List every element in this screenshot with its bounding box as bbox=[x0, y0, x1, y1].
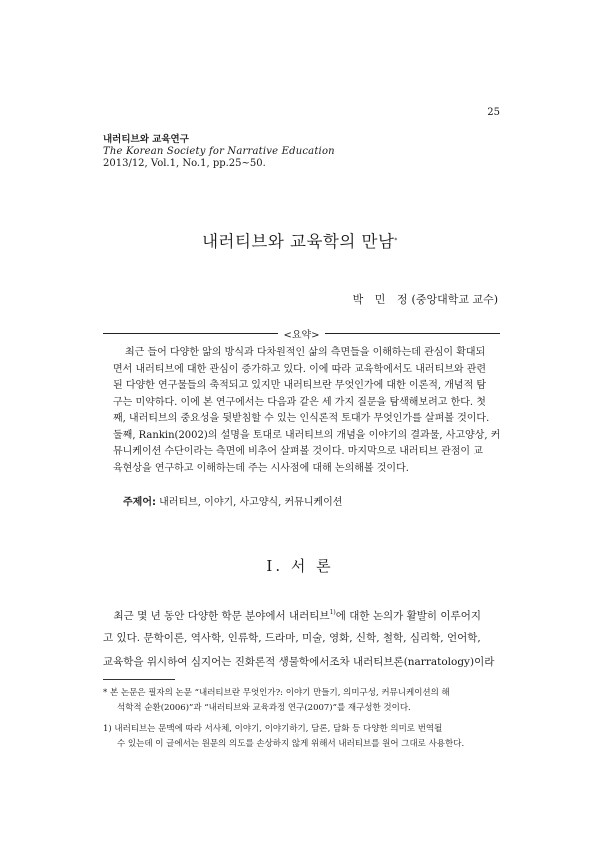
body-line-1-start: 최근 몇 년 동안 다양한 학문 분야에서 내러티브 bbox=[113, 610, 330, 622]
section-heading: Ⅰ. 서 론 bbox=[266, 557, 334, 575]
abstract-line: 구는 미약하다. 이에 본 연구에서는 다음과 같은 세 가지 질문을 탐색해보려고 한다. 첫 bbox=[113, 396, 486, 408]
author-name: 박 민 정 bbox=[352, 293, 412, 306]
footnotes bbox=[103, 686, 503, 751]
keywords-text: 내러티브, 이야기, 사고양식, 커뮤니케이션 bbox=[159, 497, 343, 508]
author-line bbox=[353, 291, 498, 307]
abstract-line: 면서 내러티브에 대한 관심이 증가하고 있다. 이에 따라 교육학에서도 내러티브와 관련 bbox=[113, 363, 487, 375]
abstract-line: 뮤니케이션 수단이라는 측면에 비추어 살펴볼 것이다. 마지막으로 내러티브 관점이 교 bbox=[113, 446, 483, 457]
footnote-ref-1: 1) bbox=[329, 609, 336, 616]
footnote-1-line: 1) 내러티브는 문맥에 따라 서사체, 이야기, 이야기하기, 담론, 담화 등 다양한 의미로 번역될 bbox=[103, 724, 443, 734]
body-line-1-end: 에 대한 논의가 활발히 이루어지 bbox=[335, 610, 481, 622]
body-paragraph bbox=[103, 601, 503, 675]
footnote-1-line: 수 있는데 이 글에서는 원문의 의도를 손상하지 않게 위해서 내러티브를 원어 그대로 사용한다. bbox=[117, 738, 465, 749]
abstract-rule-right bbox=[325, 333, 500, 334]
abstract-header bbox=[103, 326, 500, 340]
journal-header bbox=[103, 134, 335, 170]
abstract-body bbox=[113, 345, 501, 477]
author-affiliation: (중앙대학교 교수) bbox=[411, 293, 498, 306]
abstract-line: 최근 들어 다양한 앎의 방식과 다차원적인 삶의 측면들을 이해하는데 관심이 확대되 bbox=[125, 347, 486, 358]
abstract-label: <요약> bbox=[283, 330, 320, 341]
footnote-divider bbox=[103, 679, 175, 680]
footnote-star-line: * 본 논문은 필자의 논문 “내러티브란 무엇인가?: 이야기 만들기, 의미구성, 커뮤니케이션의 해 bbox=[103, 688, 450, 698]
body-line: 교육학을 위시하여 심지어는 진화론적 생물학에서조차 내러티브론(narratology)이라 bbox=[103, 656, 495, 668]
paper-title-text: 내러티브와 교육학의 만남 bbox=[202, 232, 395, 251]
paper-title bbox=[0, 228, 600, 252]
journal-english-name: The Korean Society for Narrative Education bbox=[103, 146, 335, 157]
footnote-gap bbox=[103, 715, 503, 722]
journal-issue: 2013/12, Vol.1, No.1, pp.25~50. bbox=[103, 158, 266, 169]
footnote-star-line: 석학적 순환(2006)”과 “내러티브와 교육과정 연구(2007)”를 재구성한 것이다. bbox=[117, 702, 411, 713]
page-number: 25 bbox=[487, 107, 500, 118]
journal-korean-name: 내러티브와 교육연구 bbox=[103, 134, 189, 145]
title-footnote-mark: * bbox=[394, 237, 398, 244]
keywords-label: 주제어: bbox=[123, 497, 156, 508]
abstract-line: 째, 내러티브의 중요성을 뒷받침할 수 있는 인식론적 토대가 무엇인가를 살펴볼 것이다. bbox=[113, 413, 490, 424]
keywords bbox=[123, 493, 342, 508]
abstract-line: 둘째, Rankin(2002)의 설명을 토대로 내러티브의 개념을 이야기의 결과물, 사고양상, 커 bbox=[113, 429, 501, 441]
abstract-line: 육현상을 연구하고 이해하는데 주는 시사점에 대해 논의해볼 것이다. bbox=[113, 462, 409, 474]
body-line: 고 있다. 문학이론, 역사학, 인류학, 드라마, 미술, 영화, 신학, 철학, 심리학, 언어학, bbox=[103, 631, 481, 644]
body-line bbox=[103, 601, 503, 626]
abstract-line: 된 다양한 연구물들의 축적되고 있지만 내러티브란 무엇인가에 대한 이론적, 개념적 탐 bbox=[113, 380, 487, 391]
